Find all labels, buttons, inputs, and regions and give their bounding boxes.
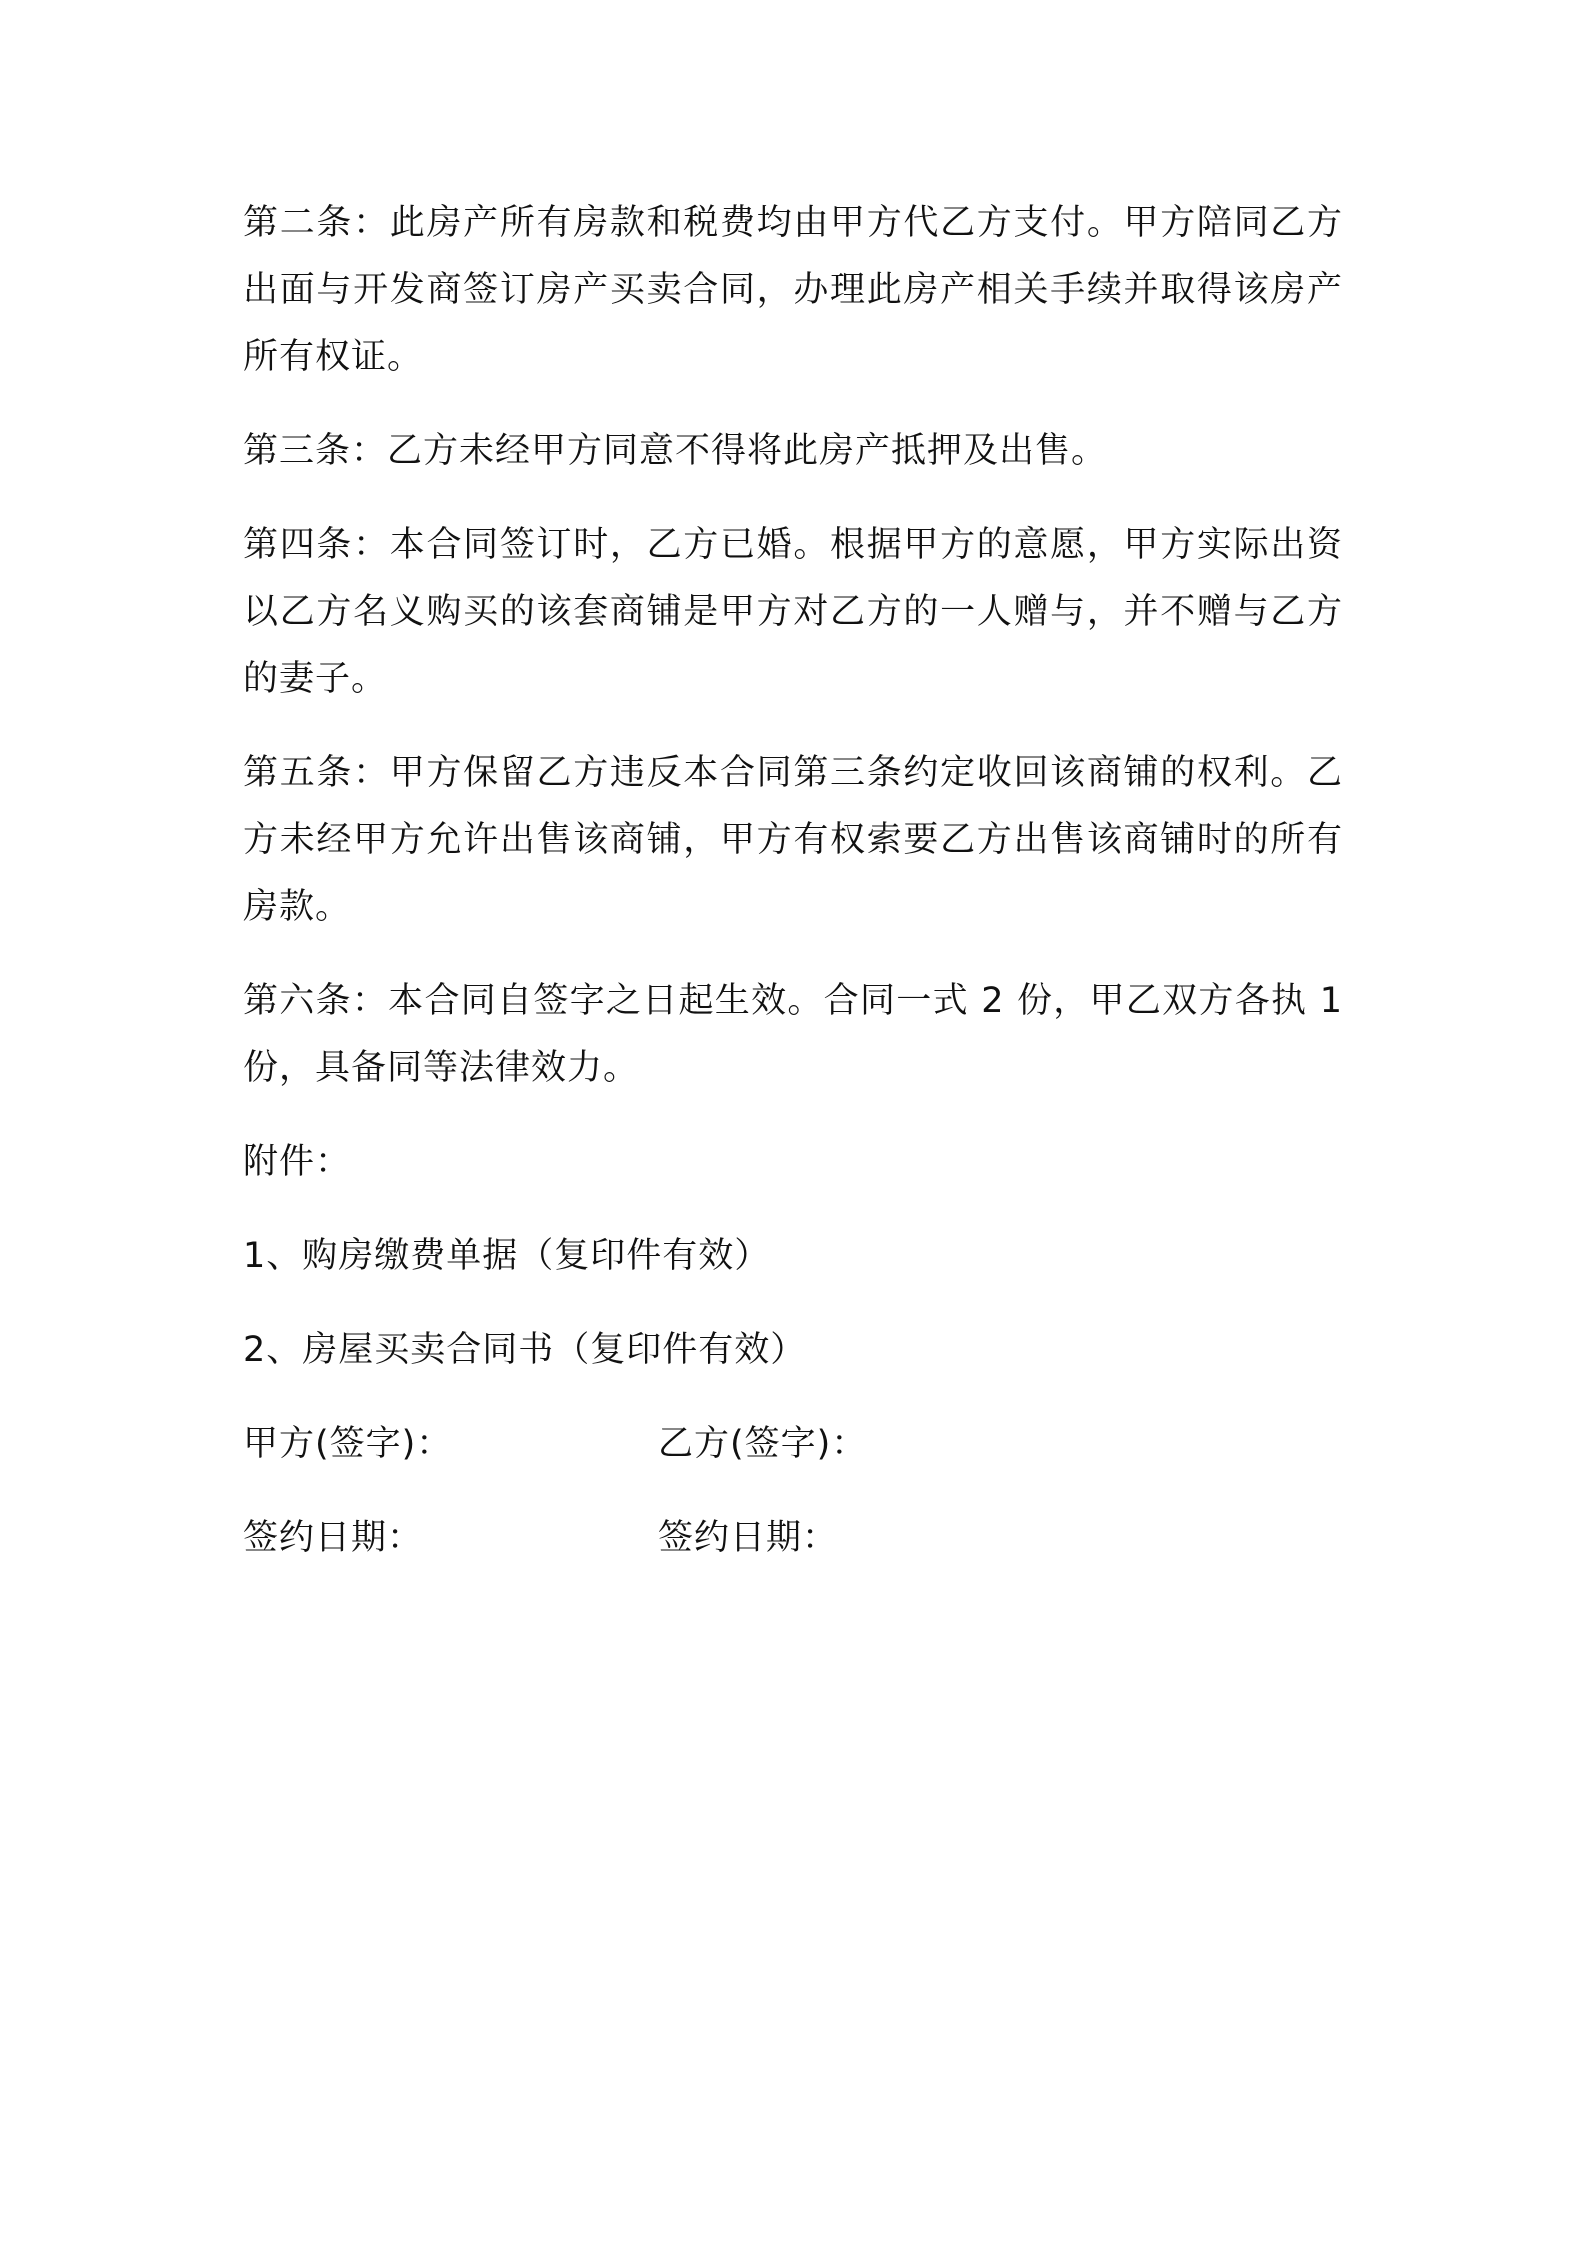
- signature-row: [243, 1411, 1343, 1478]
- clause-6: 第六条：本合同自签字之日起生效。合同一式 2 份，甲乙双方各执 1 份，具备同等法律效力。: [243, 981, 1343, 1088]
- party-b-date-label: 签约日期：: [658, 1518, 839, 1558]
- clause-3: 第三条：乙方未经甲方同意不得将此房产抵押及出售。: [243, 431, 1108, 471]
- clause-5: 第五条：甲方保留乙方违反本合同第三条约定收回该商铺的权利。乙方未经甲方允许出售该商铺，甲方有权索要乙方出售该商铺时的所有房款。: [243, 753, 1343, 927]
- attachment-item-1: 1、购房缴费单据（复印件有效）: [243, 1236, 771, 1276]
- clause-2: 第二条：此房产所有房款和税费均由甲方代乙方支付。甲方陪同乙方出面与开发商签订房产买卖合同，办理此房产相关手续并取得该房产所有权证。: [243, 203, 1343, 377]
- party-a-signature-label: 甲方(签字)：: [243, 1424, 453, 1464]
- signing-date-row: [243, 1505, 1343, 1572]
- attachment-item-2: 2、房屋买卖合同书（复印件有效）: [243, 1330, 807, 1370]
- party-b-signature-label: 乙方(签字)：: [658, 1424, 868, 1464]
- clause-4: 第四条：本合同签订时，乙方已婚。根据甲方的意愿，甲方实际出资以乙方名义购买的该套商铺是甲方对乙方的一人赠与，并不赠与乙方的妻子。: [243, 525, 1343, 699]
- party-a-date-label: 签约日期：: [243, 1518, 424, 1558]
- document-body: [243, 190, 1343, 1599]
- attachments-heading: 附件：: [243, 1142, 352, 1182]
